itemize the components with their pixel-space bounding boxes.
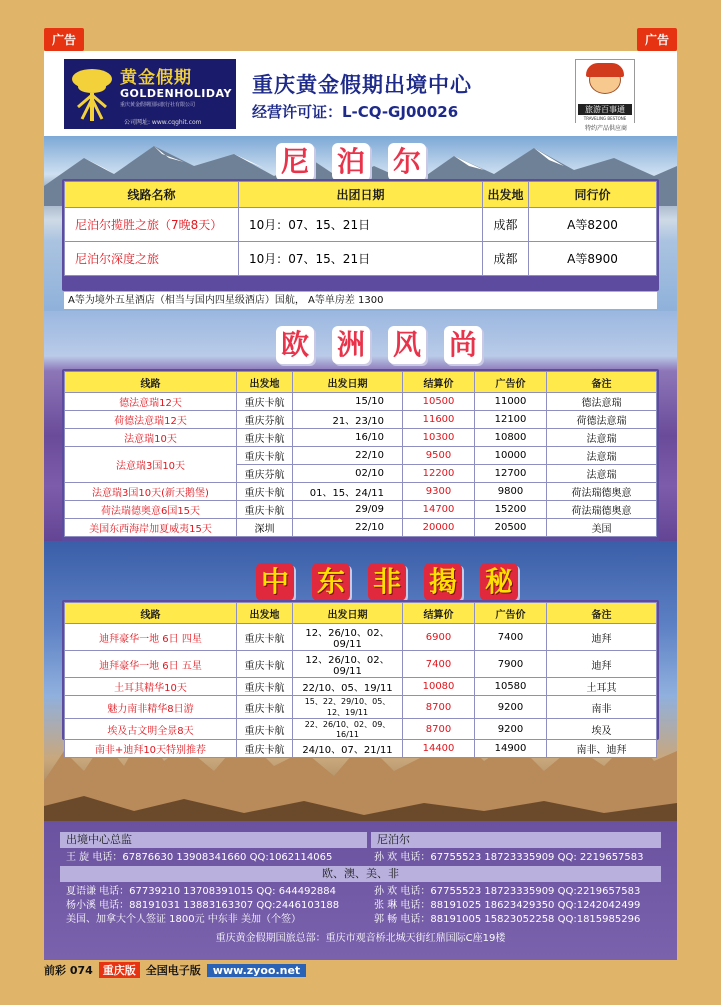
logo-company: 重庆黄金假期国际旅行社有限公司 xyxy=(120,102,196,108)
license-number: 经营许可证：L-CQ-GJ00026 xyxy=(252,103,459,121)
note-cell: 迪拜 xyxy=(547,624,657,651)
ad-price-cell: 9200 xyxy=(475,696,547,719)
mascot-en: TRAVELING BESTONE xyxy=(583,116,627,121)
mascot-hat-icon xyxy=(586,63,624,77)
date-cell: 22、26/10、02、09、16/11 xyxy=(293,719,403,740)
table-row xyxy=(65,483,657,501)
note-cell: 荷法瑞德奥意 xyxy=(547,501,657,519)
table-row xyxy=(65,678,657,696)
table-header-row xyxy=(65,603,657,624)
ad-price-cell: 11000 xyxy=(475,393,547,411)
from-cell: 成都 xyxy=(483,242,529,276)
table-header-row xyxy=(65,182,657,208)
col-header: 出发日期 xyxy=(293,603,403,624)
date-cell: 12、26/10、02、09/11 xyxy=(293,651,403,678)
date-cell: 22/10、05、19/11 xyxy=(293,678,403,696)
route-cell: 法意瑞3国10天 xyxy=(65,447,237,483)
me-title-char: 非 xyxy=(368,563,406,601)
contact-line: 孙 欢 电话：67755523 18723335909 QQ:2219657583 xyxy=(374,886,641,897)
date-cell: 24/10、07、21/11 xyxy=(293,740,403,758)
route-cell: 南非+迪拜10天特别推荐 xyxy=(65,740,237,758)
date-cell: 15/10 xyxy=(293,393,403,411)
settle-price-cell: 14700 xyxy=(403,501,475,519)
settle-price-cell: 7400 xyxy=(403,651,475,678)
table-row xyxy=(65,651,657,678)
nepal-note: A等为境外五星酒店（相当与国内四星级酒店）国航， A等单房差 1300 xyxy=(64,292,657,309)
ad-price-cell: 12700 xyxy=(475,465,547,483)
ad-price-cell: 15200 xyxy=(475,501,547,519)
from-cell: 重庆卡航 xyxy=(237,696,293,719)
nepal-title-char: 尼 xyxy=(276,143,314,181)
col-header: 出发地 xyxy=(483,182,529,208)
note-cell: 埃及 xyxy=(547,719,657,740)
route-cell: 德法意瑞12天 xyxy=(65,393,237,411)
date-cell: 16/10 xyxy=(293,429,403,447)
ad-price-cell: 20500 xyxy=(475,519,547,537)
route-cell: 迪拜豪华一地 6日 四星 xyxy=(65,624,237,651)
col-header: 出发日期 xyxy=(293,372,403,393)
middle-east-title xyxy=(256,563,518,601)
route-cell: 荷法瑞德奥意6国15天 xyxy=(65,501,237,519)
note-cell: 荷德法意瑞 xyxy=(547,411,657,429)
route-cell: 法意瑞10天 xyxy=(65,429,237,447)
note-cell: 迪拜 xyxy=(547,651,657,678)
from-cell: 成都 xyxy=(483,208,529,242)
date-cell: 01、15、24/11 xyxy=(293,483,403,501)
table-row xyxy=(65,208,657,242)
ad-tag-left: 广告 xyxy=(44,28,84,51)
website-link[interactable]: www.zyoo.net xyxy=(207,964,306,977)
table-row xyxy=(65,411,657,429)
route-cell: 埃及古文明全景8天 xyxy=(65,719,237,740)
contact-line: 杨小溪 电话：88191031 13883163307 QQ:2446103188 xyxy=(66,900,340,911)
ad-page xyxy=(44,51,677,960)
from-cell: 重庆卡航 xyxy=(237,624,293,651)
ad-price-cell: 7400 xyxy=(475,624,547,651)
europe-title-char: 洲 xyxy=(332,326,370,364)
logo-website: 公司网址: www.cqghit.com xyxy=(124,119,202,126)
from-cell: 重庆卡航 xyxy=(237,447,293,465)
from-cell: 重庆卡航 xyxy=(237,651,293,678)
route-cell: 尼泊尔揽胜之旅（7晚8天） xyxy=(65,208,239,242)
ad-price-cell: 10800 xyxy=(475,429,547,447)
note-cell: 法意瑞 xyxy=(547,447,657,465)
col-header: 同行价 xyxy=(529,182,657,208)
from-cell: 重庆芬航 xyxy=(237,465,293,483)
me-title-char: 揭 xyxy=(424,563,462,601)
me-title-char: 中 xyxy=(256,563,294,601)
note-cell: 美国 xyxy=(547,519,657,537)
settle-price-cell: 12200 xyxy=(403,465,475,483)
note-cell: 德法意瑞 xyxy=(547,393,657,411)
col-header: 线路名称 xyxy=(65,182,239,208)
company-title: 重庆黄金假期出境中心 xyxy=(252,73,472,97)
contact-line: 夏语谦 电话：67739210 13708391015 QQ: 644492884 xyxy=(66,886,336,897)
from-cell: 重庆卡航 xyxy=(237,501,293,519)
col-header: 出发地 xyxy=(237,603,293,624)
route-cell: 魅力南非精华8日游 xyxy=(65,696,237,719)
route-cell: 法意瑞3国10天(新天鹅堡) xyxy=(65,483,237,501)
tree-logo-icon xyxy=(68,65,116,123)
route-cell: 土耳其精华10天 xyxy=(65,678,237,696)
ad-price-cell: 14900 xyxy=(475,740,547,758)
settle-price-cell: 11600 xyxy=(403,411,475,429)
settle-price-cell: 8700 xyxy=(403,696,475,719)
edition-badge: 重庆版 xyxy=(99,962,140,978)
nepal-title-char: 尔 xyxy=(388,143,426,181)
from-cell: 重庆卡航 xyxy=(237,483,293,501)
me-title-char: 秘 xyxy=(480,563,518,601)
mascot-label: 旅游百事通 xyxy=(578,104,632,115)
settle-price-cell: 10500 xyxy=(403,393,475,411)
settle-price-cell: 6900 xyxy=(403,624,475,651)
table-header-row xyxy=(65,372,657,393)
settle-price-cell: 8700 xyxy=(403,719,475,740)
national-edition: 全国电子版 xyxy=(145,964,201,977)
nepal-contact-heading: 尼泊尔 xyxy=(371,832,661,848)
table-row xyxy=(65,719,657,740)
director-heading: 出境中心总监 xyxy=(60,832,367,848)
col-header: 备注 xyxy=(547,603,657,624)
table-row xyxy=(65,519,657,537)
from-cell: 重庆卡航 xyxy=(237,393,293,411)
date-cell: 10月：07、15、21日 xyxy=(239,208,483,242)
settle-price-cell: 20000 xyxy=(403,519,475,537)
table-row xyxy=(65,393,657,411)
note-cell: 南非 xyxy=(547,696,657,719)
settle-price-cell: 14400 xyxy=(403,740,475,758)
col-header: 线路 xyxy=(65,603,237,624)
contact-line: 郭 畅 电话：88191005 15823052258 QQ:1815985296 xyxy=(374,914,641,925)
contact-line: 张 琳 电话：88191025 18623429350 QQ:1242042499 xyxy=(374,900,641,911)
europe-title-char: 风 xyxy=(388,326,426,364)
table-row xyxy=(65,740,657,758)
from-cell: 重庆卡航 xyxy=(237,719,293,740)
table-row xyxy=(65,501,657,519)
europe-table xyxy=(64,371,657,537)
mascot-sub: 特约产品供应商 xyxy=(572,123,640,135)
col-header: 出发地 xyxy=(237,372,293,393)
date-cell: 12、26/10、02、09/11 xyxy=(293,624,403,651)
note-cell: 南非、迪拜 xyxy=(547,740,657,758)
date-cell: 15、22、29/10、05、12、19/11 xyxy=(293,696,403,719)
director-contact: 王 旋 电话：67876630 13908341660 QQ:1062114065 xyxy=(66,852,333,863)
from-cell: 重庆卡航 xyxy=(237,429,293,447)
route-cell: 尼泊尔深度之旅 xyxy=(65,242,239,276)
from-cell: 重庆卡航 xyxy=(237,740,293,758)
table-row xyxy=(65,624,657,651)
mascot-logo xyxy=(575,59,635,129)
date-cell: 10月：07、15、21日 xyxy=(239,242,483,276)
middle-east-table xyxy=(64,602,657,758)
me-title-char: 东 xyxy=(312,563,350,601)
ad-price-cell: 12100 xyxy=(475,411,547,429)
golden-holiday-logo xyxy=(64,59,236,129)
col-header: 出团日期 xyxy=(239,182,483,208)
logo-en: GOLDENHOLIDAY xyxy=(120,87,232,100)
ad-tag-right: 广告 xyxy=(637,28,677,51)
col-header: 广告价 xyxy=(475,603,547,624)
col-header: 线路 xyxy=(65,372,237,393)
nepal-title-char: 泊 xyxy=(332,143,370,181)
settle-price-cell: 9300 xyxy=(403,483,475,501)
table-row xyxy=(65,696,657,719)
route-cell: 荷德法意瑞12天 xyxy=(65,411,237,429)
table-row xyxy=(65,429,657,447)
settle-price-cell: 10300 xyxy=(403,429,475,447)
col-header: 结算价 xyxy=(403,603,475,624)
europe-title-char: 欧 xyxy=(276,326,314,364)
header xyxy=(44,51,677,136)
col-header: 结算价 xyxy=(403,372,475,393)
ad-price-cell: 9800 xyxy=(475,483,547,501)
note-cell: 荷法瑞德奥意 xyxy=(547,483,657,501)
ad-price-cell: 7900 xyxy=(475,651,547,678)
date-cell: 22/10 xyxy=(293,447,403,465)
settle-price-cell: 10080 xyxy=(403,678,475,696)
table-row xyxy=(65,447,657,465)
from-cell: 重庆卡航 xyxy=(237,678,293,696)
nepal-table xyxy=(64,181,657,276)
nepal-title xyxy=(276,143,426,181)
settle-price-cell: 9500 xyxy=(403,447,475,465)
nepal-contact: 孙 欢 电话：67755523 18723335909 QQ: 2219657583 xyxy=(374,852,644,863)
visa-line: 美国、加拿大个人签证 1800元 中东非 美加（个签） xyxy=(66,914,301,925)
europe-title-char: 尚 xyxy=(444,326,482,364)
price-cell: A等8900 xyxy=(529,242,657,276)
region-heading: 欧、澳、美、非 xyxy=(60,866,661,882)
price-cell: A等8200 xyxy=(529,208,657,242)
table-row xyxy=(65,242,657,276)
col-header: 广告价 xyxy=(475,372,547,393)
from-cell: 重庆芬航 xyxy=(237,411,293,429)
ad-price-cell: 9200 xyxy=(475,719,547,740)
hq-address: 重庆黄金假期国旅总部：重庆市观音桥北城天街红鼎国际C座19楼 xyxy=(215,933,506,944)
col-header: 备注 xyxy=(547,372,657,393)
date-cell: 22/10 xyxy=(293,519,403,537)
route-cell: 迪拜豪华一地 6日 五星 xyxy=(65,651,237,678)
note-cell: 法意瑞 xyxy=(547,465,657,483)
date-cell: 02/10 xyxy=(293,465,403,483)
page-footer xyxy=(44,962,306,978)
route-cell: 美国东西海岸加夏威夷15天 xyxy=(65,519,237,537)
note-cell: 土耳其 xyxy=(547,678,657,696)
note-cell: 法意瑞 xyxy=(547,429,657,447)
date-cell: 29/09 xyxy=(293,501,403,519)
date-cell: 21、23/10 xyxy=(293,411,403,429)
ad-price-cell: 10000 xyxy=(475,447,547,465)
logo-cn: 黄金假期 xyxy=(120,68,192,88)
ad-price-cell: 10580 xyxy=(475,678,547,696)
europe-title xyxy=(276,326,482,364)
from-cell: 深圳 xyxy=(237,519,293,537)
page-number: 前彩 074 xyxy=(44,964,93,977)
